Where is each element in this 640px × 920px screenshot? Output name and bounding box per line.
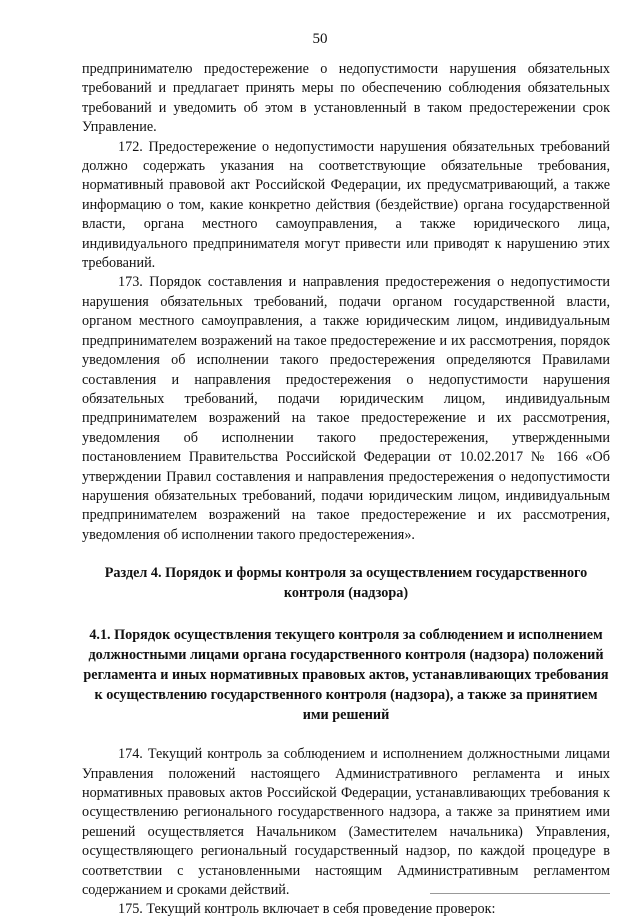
paragraph-173: 173. Порядок составления и направления предостережения о недопустимости нарушения обязательных требований, подачи органом государственной власти, органом местного самоуправления, а также юридическим лицом, индивидуальным предпринимателем возражений на такое предостережение и их рассмотрения, порядок уведомления об исполнении такого предостережения определяются Правилами составления и направления предостережения о недопустимости нарушения обязательных требований, подачи юридическим лицом, индивидуальным предпринимателем возражений на такое предостережение и их рассмотрения, уведомления об исполнении такого предостережения, утвержденными постановлением Правительства Российской Федерации от 10.02.2017 № 166 «Об утверждении Правил составления и направления предостережения о недопустимости нарушения обязательных требований, подачи юридическим лицом, индивидуальным предпринимателем возражений на такое предостережение и их рассмотрения, уведомления об исполнении такого предостережения».	[82, 274, 610, 543]
subsection-4-1-heading: 4.1. Порядок осуществления текущего контроля за соблюдением и исполнением должностными лицами органа государственного контроля (надзора) положений регламента и иных нормативных правовых актов, устанавливающих требования к осуществлению государственного контроля (надзора), а также за принятием ими решений	[83, 627, 609, 724]
footer-divider	[430, 893, 610, 894]
paragraph-175: 175. Текущий контроль включает в себя проведение проверок:	[118, 901, 496, 918]
paragraph-continuation: предпринимателю предостережение о недопустимости нарушения обязательных требований и предлагает принять меры по обеспечению соблюдения обязательных требований и уведомить об этом в установленный в таком предостережении срок Управление.	[82, 61, 610, 136]
section-4-heading: Раздел 4. Порядок и формы контроля за осуществлением государственного контроля (надзора)	[104, 565, 588, 602]
page-number: 50	[312, 31, 328, 47]
paragraph-174: 174. Текущий контроль за соблюдением и исполнением должностными лицами Управления положений настоящего Административного регламента и иных нормативных правовых актов Российской Федерации, устанавливающих требования к осуществлению регионального государственного надзора, а также за принятием ими решений осуществляется Начальником (Заместителем начальника) Управления, осуществляющего региональный государственный надзор, по каждой процедуре в соответствии с установленными настоящим Административным регламентом содержанием и сроками действий.	[82, 746, 610, 898]
document-body	[82, 60, 610, 920]
paragraph-172: 172. Предостережение о недопустимости нарушения обязательных требований должно содержать указания на соответствующие обязательные требования, нормативный правовой акт Российской Федерации, их предусматривающий, а также информацию о том, какие конкретно действия (бездействие) органа государственной власти, органа местного самоуправления, а также юридического лица, индивидуального предпринимателя могут привести или приводят к нарушению этих требований.	[82, 138, 610, 272]
